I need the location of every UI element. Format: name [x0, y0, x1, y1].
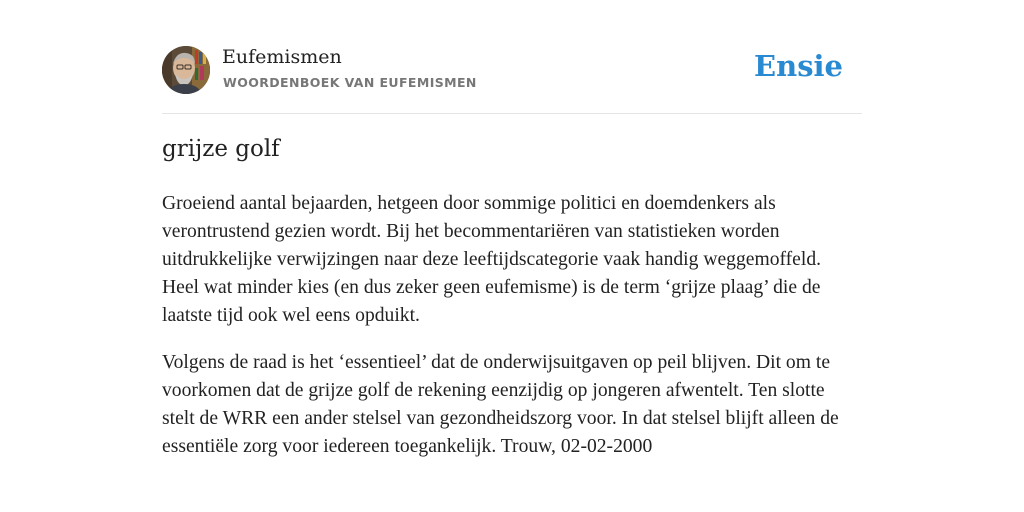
author-name[interactable]: Eufemismen [222, 46, 342, 68]
avatar[interactable] [162, 46, 210, 94]
definition-paragraph: Volgens de raad is het ‘essentieel’ dat de onderwijsuitgaven op peil blijven. Dit om te voorkomen dat de grijze golf de rekening eenzijdig op jongeren afwentelt. Ten slotte stelt de WRR een ander stelsel van gezondheidszorg voor. In dat stelsel blijft alleen de essentiële zorg voor iedereen toegankelijk. Trouw, 02-02-2000 [162, 352, 839, 457]
header [162, 0, 862, 114]
definition-paragraph: Groeiend aantal bejaarden, hetgeen door sommige politici en doemdenkers als verontrustend gezien wordt. Bij het becommentariëren van statistieken worden uitdrukkelijke verwijzingen naar deze leeftijdscategorie vaak handig weggemoffeld. Heel wat minder kies (en dus zeker geen eufemisme) is de term ‘grijze plaag’ die de laatste tijd ook wel eens opduikt. [162, 193, 822, 326]
author-portrait-icon [162, 46, 210, 94]
entry-term: grijze golf [162, 136, 280, 162]
author-subtitle: WOORDENBOEK VAN EUFEMISMEN [223, 75, 477, 90]
page-container [162, 0, 862, 457]
brand-logo[interactable]: Ensie [754, 49, 843, 83]
entry-definition [162, 190, 862, 480]
